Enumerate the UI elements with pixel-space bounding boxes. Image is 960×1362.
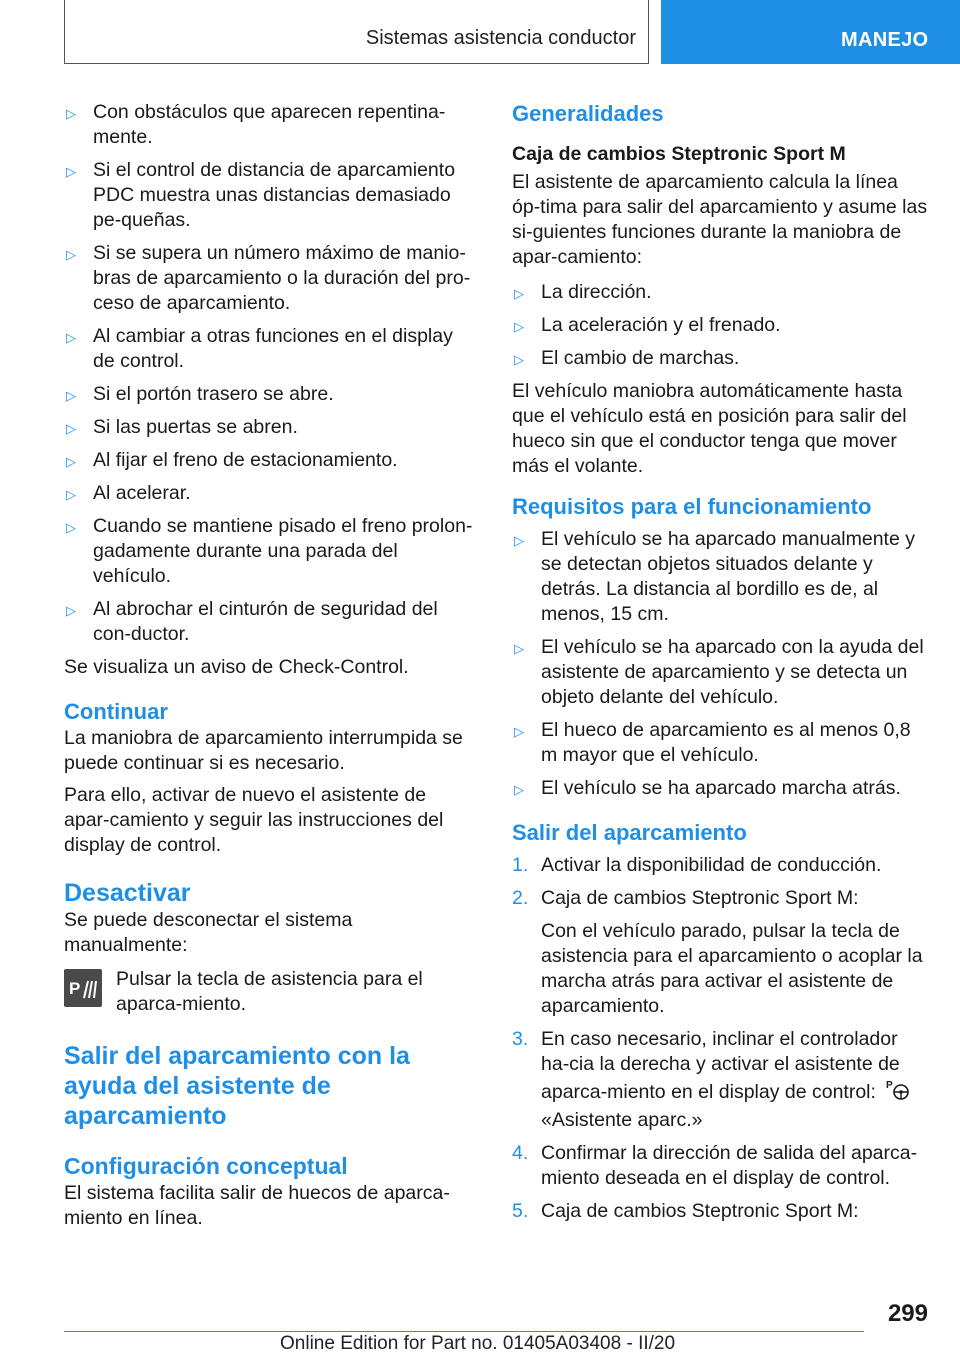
- parking-assistant-button-icon: [64, 969, 102, 1007]
- triangle-bullet-icon: ▷: [66, 247, 76, 262]
- right-column: [512, 100, 930, 1232]
- section-title: Sistemas asistencia conductor: [365, 27, 636, 49]
- list-item: ▷ Al cambiar a otras funciones en el display de control.: [66, 325, 453, 372]
- triangle-bullet-icon: ▷: [514, 782, 524, 797]
- list-item: ▷ El cambio de marchas.: [512, 346, 930, 371]
- list-item: ▷ Con obstáculos que aparecen repentina-mente.: [66, 101, 446, 148]
- footer-divider: [64, 1331, 864, 1332]
- svg-text:P: P: [886, 1080, 894, 1091]
- check-control-notice: Se visualiza un aviso de Check-Control.: [64, 656, 409, 678]
- list-item: ▷ El vehículo se ha aparcado marcha atrás.: [512, 776, 930, 801]
- continuar-paragraph-2: Para ello, activar de nuevo el asistente de apar-camiento y seguir las instrucciones del display de control.: [64, 784, 444, 856]
- step-tail-text: «Asistente aparc.»: [541, 1109, 703, 1131]
- triangle-bullet-icon: ▷: [514, 641, 524, 656]
- list-item: ▷ Al fijar el freno de estacionamiento.: [64, 448, 476, 473]
- triangle-bullet-icon: ▷: [66, 603, 76, 618]
- triangle-bullet-icon: ▷: [66, 330, 76, 345]
- triangle-bullet-icon: ▷: [514, 352, 524, 367]
- step-item: 1. Activar la disponibilidad de conducción.: [512, 854, 882, 876]
- triangle-bullet-icon: ▷: [514, 724, 524, 739]
- header-section-box: [64, 0, 649, 64]
- step-item: 5. Caja de cambios Steptronic Sport M:: [512, 1200, 859, 1222]
- chapter-tab[interactable]: [661, 0, 960, 64]
- triangle-bullet-icon: ▷: [66, 106, 76, 121]
- heading-configuracion: Configuración conceptual: [64, 1153, 348, 1179]
- list-item: ▷ El vehículo se ha aparcado con la ayuda del asistente de aparcamiento y se detecta un objeto delante del vehículo.: [514, 636, 924, 708]
- triangle-bullet-icon: ▷: [514, 319, 524, 334]
- list-item: ▷ Cuando se mantiene pisado el freno prolon-gadamente durante una parada del vehículo.: [66, 515, 473, 587]
- desactivar-paragraph: Se puede desconectar el sistema manualmente:: [64, 909, 353, 956]
- configuracion-paragraph: El sistema facilita salir de huecos de aparca-miento en línea.: [64, 1182, 450, 1229]
- footer-edition: Online Edition for Part no. 01405A03408 - II/20: [280, 1333, 676, 1354]
- left-column: [64, 100, 476, 1238]
- triangle-bullet-icon: ▷: [66, 164, 76, 179]
- step-sub-paragraph: Con el vehículo parado, pulsar la tecla de asistencia para el aparcamiento o acoplar la marcha atrás para activar el asistente de aparcamiento.: [541, 920, 923, 1017]
- heading-continuar: Continuar: [64, 699, 168, 724]
- list-item: ▷ La aceleración y el frenado.: [512, 313, 930, 338]
- triangle-bullet-icon: ▷: [66, 520, 76, 535]
- heading-salir-aparcamiento: Salir del aparcamiento: [512, 820, 747, 845]
- list-item: ▷ Si el portón trasero se abre.: [64, 382, 476, 407]
- triangle-bullet-icon: ▷: [66, 388, 76, 403]
- list-item: ▷ Al acelerar.: [64, 481, 476, 506]
- list-item: ▷ Al abrochar el cinturón de seguridad del con-ductor.: [66, 598, 438, 645]
- key-instruction-text: Pulsar la tecla de asistencia para el aparca-miento.: [116, 968, 423, 1015]
- step-item: 3. En caso necesario, inclinar el controlador ha-cia la derecha y activar el asistente de aparca-miento en el display de control: P «Asistente aparc.»: [512, 1027, 930, 1133]
- triangle-bullet-icon: ▷: [514, 286, 524, 301]
- triangle-bullet-icon: ▷: [66, 454, 76, 469]
- maniobra-paragraph: El vehículo maniobra automáticamente hasta que el vehículo está en posición para salir del hueco sin que el conductor tenga que mover más el volante.: [512, 380, 907, 477]
- page-number: 299: [887, 1300, 928, 1327]
- parking-assistant-menu-icon: [885, 1077, 911, 1108]
- list-item: ▷ El hueco de aparcamiento es al menos 0,8 m mayor que el vehículo.: [514, 719, 911, 766]
- list-item: ▷ La dirección.: [512, 280, 930, 305]
- heading-generalidades: Generalidades: [512, 101, 664, 126]
- triangle-bullet-icon: ▷: [514, 533, 524, 548]
- heading-salir-asistente: Salir del aparcamiento con la ayuda del asistente de aparcamiento: [64, 1042, 410, 1130]
- heading-requisitos: Requisitos para el funcionamiento: [512, 494, 872, 519]
- list-item: ▷ Si se supera un número máximo de manio-bras de aparcamiento o la duración del pro-ceso de aparcamiento.: [66, 242, 471, 314]
- parking-assist-key-instruction: [64, 967, 476, 1017]
- continuar-paragraph-1: La maniobra de aparcamiento interrumpida se puede continuar si es necesario.: [64, 727, 463, 774]
- heading-desactivar: Desactivar: [64, 879, 191, 907]
- svg-text:P: P: [69, 979, 81, 998]
- list-item: ▷ Si las puertas se abren.: [64, 415, 476, 440]
- caja-paragraph: El asistente de aparcamiento calcula la línea óp-tima para salir del aparcamiento y asume las si-guientes funciones durante la maniobra de apar-camiento:: [512, 171, 928, 268]
- chapter-tab-label: MANEJO: [841, 29, 929, 51]
- step-item: 4. Confirmar la dirección de salida del aparca-miento deseada en el display de control.: [512, 1142, 918, 1189]
- triangle-bullet-icon: ▷: [66, 487, 76, 502]
- triangle-bullet-icon: ▷: [66, 421, 76, 436]
- list-item: ▷ El vehículo se ha aparcado manualmente y se detectan objetos situados delante y detrás. La distancia al bordillo es de, al menos, 15 cm.: [514, 528, 915, 625]
- step-item: 2. Caja de cambios Steptronic Sport M: Con el vehículo parado, pulsar la tecla de asistencia para el aparcamiento o acoplar la marcha atrás para activar el asistente de aparcamiento.: [512, 886, 930, 1019]
- subheading-caja-cambios: Caja de cambios Steptronic Sport M: [512, 143, 846, 165]
- list-item: ▷ Si el control de distancia de aparcamiento PDC muestra unas distancias demasiado pe-queñas.: [66, 159, 456, 231]
